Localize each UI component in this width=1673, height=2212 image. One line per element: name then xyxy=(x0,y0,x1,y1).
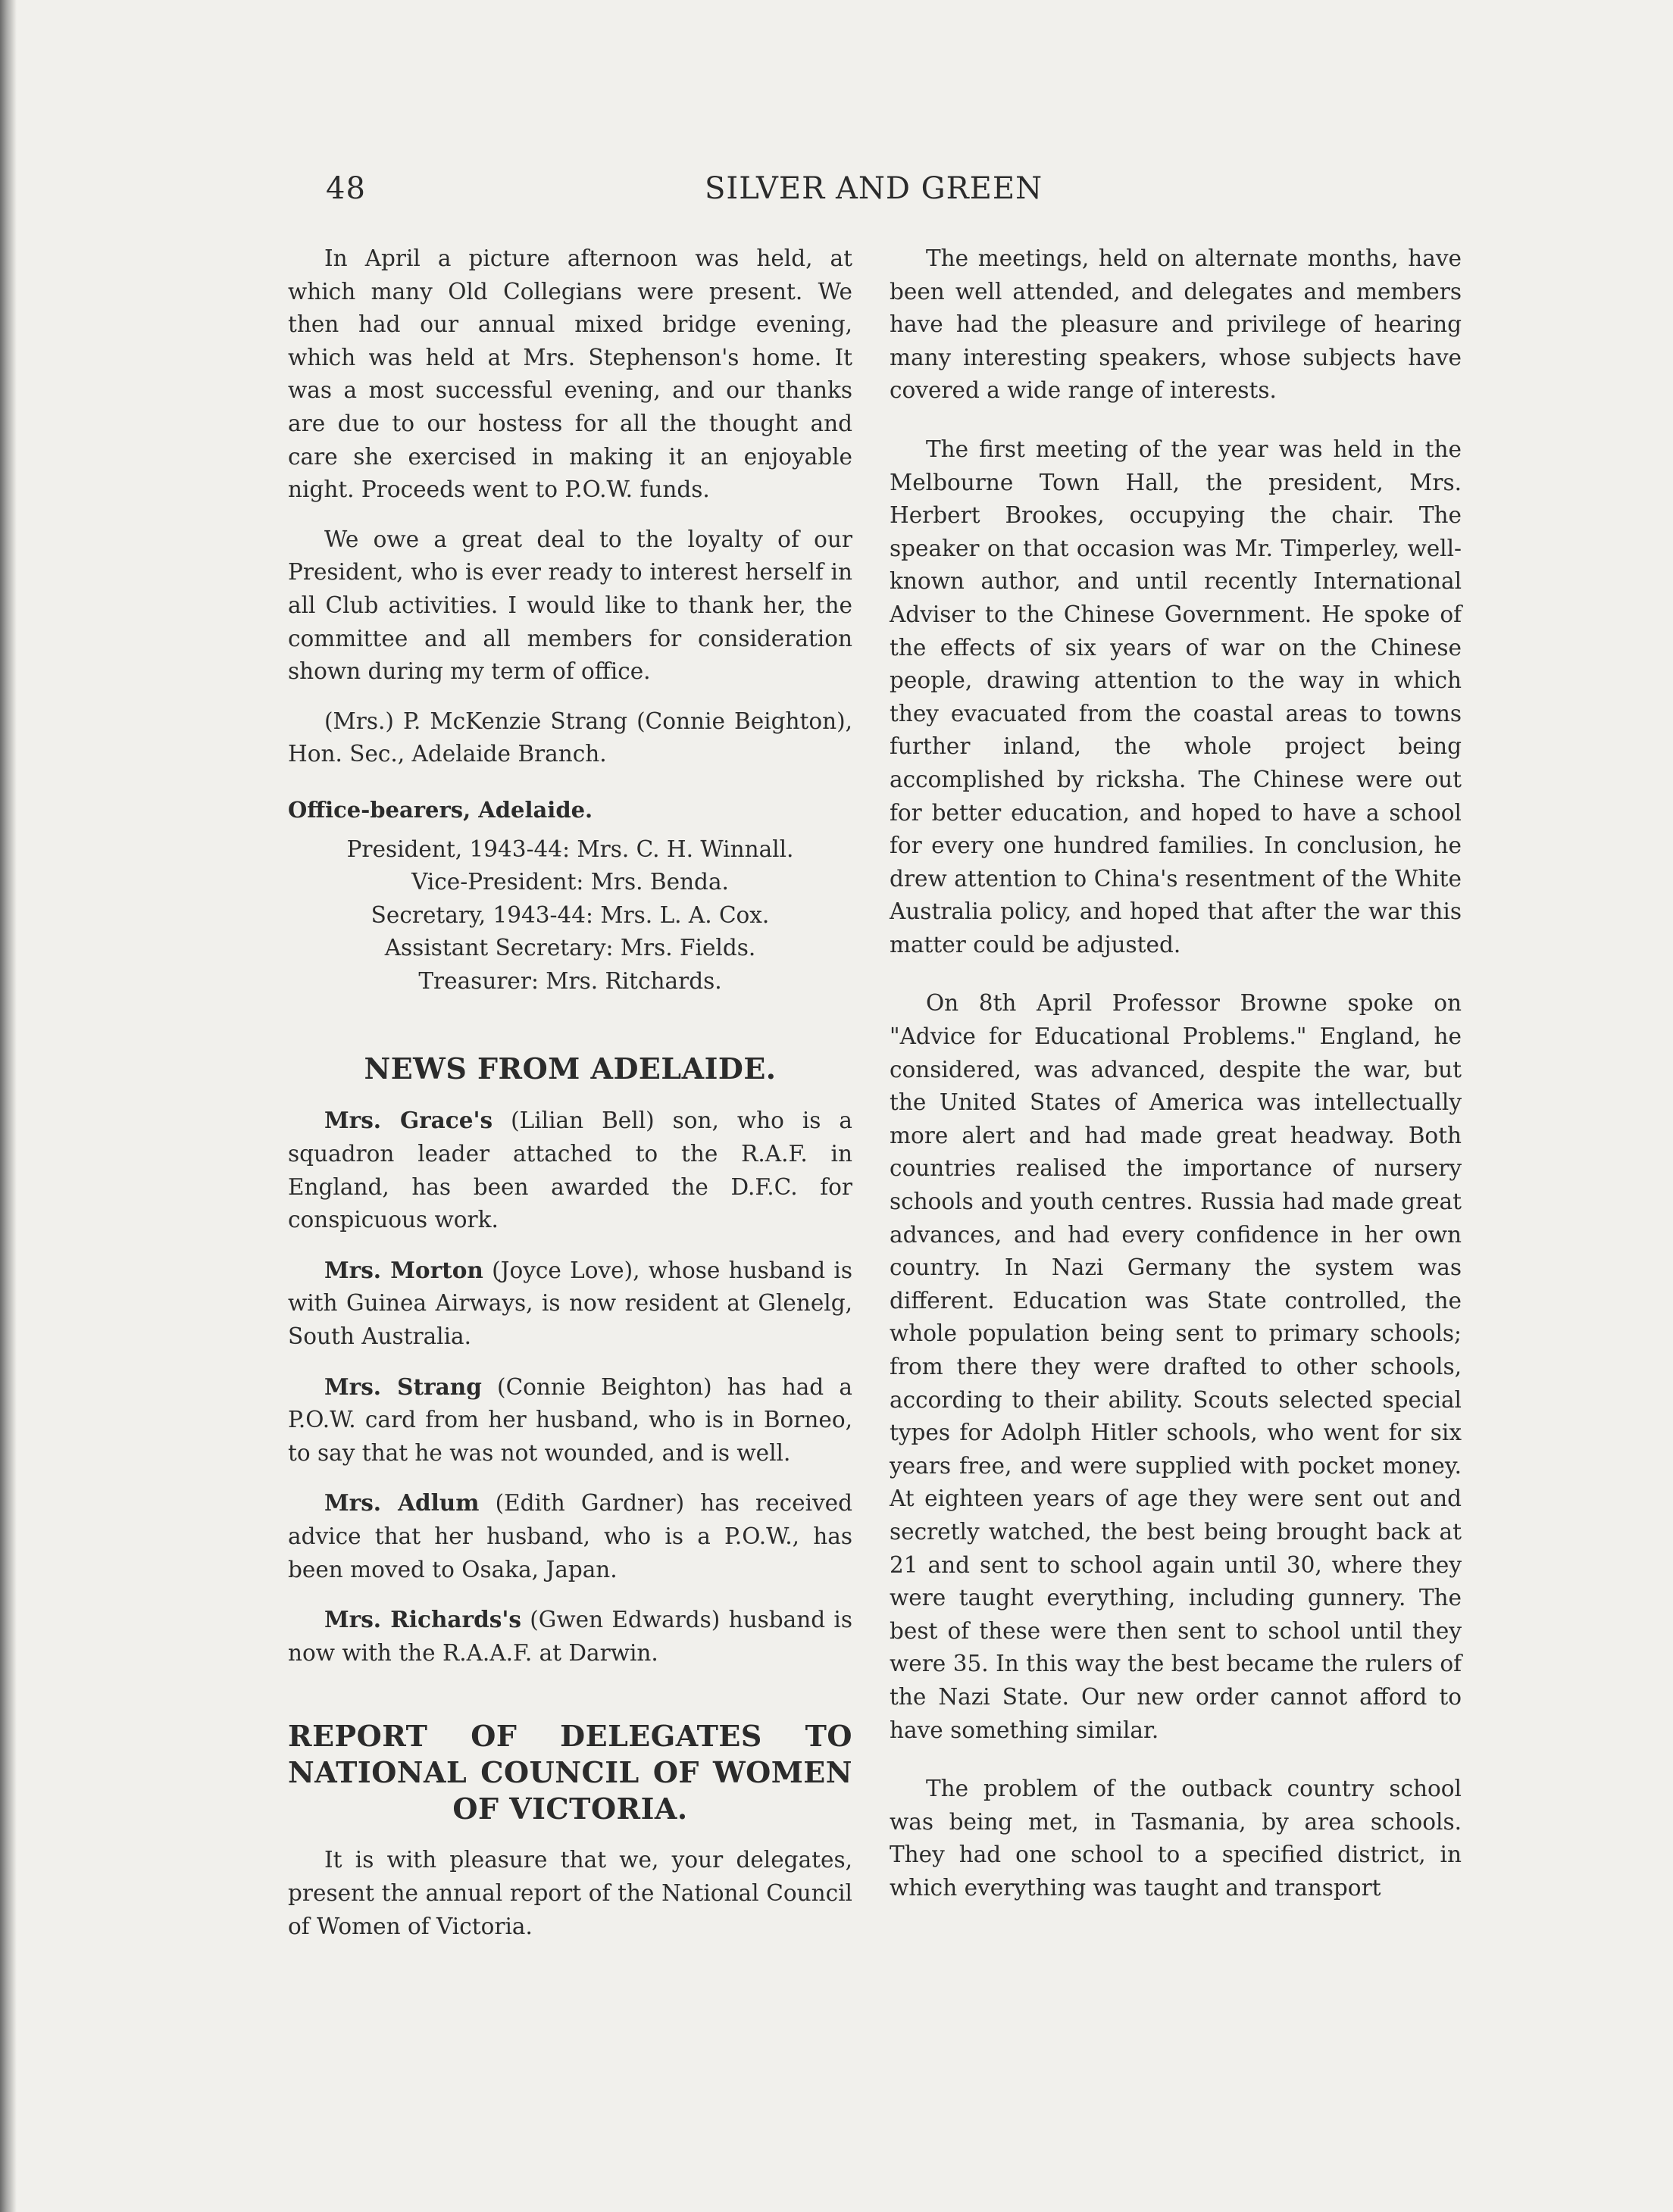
news-item xyxy=(288,1254,852,1354)
right-column xyxy=(890,242,1462,1931)
book-spine-shadow xyxy=(0,0,17,2212)
paragraph: It is with pleasure that we, your delegates, present the annual report of the National Council of Women of Victoria. xyxy=(288,1847,852,1939)
paragraph: On 8th April Professor Browne spoke on "Advice for Educational Problems." England, he considered, was advanced, despite the war, but the United States of America was intellectually more alert and had made great headway. Both countries realised the importance of nursery schools and youth centres. Russia had made great advances, and had every confidence in her own country. In Nazi Germany the system was different. Education was State controlled, the whole population being sent to primary schools; from there they were drafted to other schools, according to their ability. Scouts selected special types for Adolph Hitler schools, who went for six years free, and were supplied with pocket money. At eighteen years of age they were sent out and secretly watched, the best being brought back at 21 and sent to school again until 30, where they were taught everything, including gunnery. The best of these were then sent to school until they were 35. In this way the best became the rulers of the Nazi State. Our new order cannot afford to have something similar. xyxy=(890,990,1462,1743)
news-item-text: (Joyce Love), whose husband is with Guinea Airways, is now resident at Glenelg, South Australia. xyxy=(288,1257,852,1350)
office-bearer-line: Vice-President: Mrs. Benda. xyxy=(411,869,729,895)
running-head-title: SILVER AND GREEN xyxy=(705,171,1043,206)
office-bearer-line: President, 1943-44: Mrs. C. H. Winnall. xyxy=(346,836,794,862)
paragraph: The meetings, held on alternate months, have been well attended, and delegates and members have had the pleasure and privilege of hearing many interesting speakers, whose subjects have covered a wide range of interests. xyxy=(890,245,1462,404)
news-item-name: Mrs. Richards's xyxy=(324,1606,521,1633)
paragraph: The problem of the outback country school was being met, in Tasmania, by area schools. They had one school to a specified district, in which everything was taught and transport xyxy=(890,1776,1462,1901)
page-number: 48 xyxy=(326,171,366,206)
news-item xyxy=(288,1486,852,1586)
left-column xyxy=(288,242,852,1960)
news-item-name: Mrs. Strang xyxy=(324,1373,482,1400)
news-item-text: (Edith Gardner) has received advice that her husband, who is a P.O.W., has been moved to Osaka, Japan. xyxy=(288,1490,853,1582)
paragraph: In April a picture afternoon was held, at which many Old Collegians were present. We then had our annual mixed bridge evening, which was held at Mrs. Stephenson's home. It was a most successful evening, and our thanks are due to our hostess for all the thought and care she exercised in making it an enjoyable night. Proceeds went to P.O.W. funds. xyxy=(288,245,852,503)
news-item-name: Mrs. Adlum xyxy=(324,1489,480,1517)
news-item-name: Mrs. Grace's xyxy=(324,1107,493,1134)
news-item-text: (Connie Beighton) has had a P.O.W. card from her husband, who is in Borneo, to say that he was not wounded, and is well. xyxy=(288,1373,852,1466)
news-item xyxy=(288,1104,852,1236)
section-heading-news: NEWS FROM ADELAIDE. xyxy=(364,1051,777,1086)
office-bearers-title: Office-bearers, Adelaide. xyxy=(288,796,593,823)
paragraph: We owe a great deal to the loyalty of our President, who is ever ready to interest herself in all Club activities. I would like to thank her, the committee and all members for consideration shown during my term of office. xyxy=(288,526,852,685)
news-item xyxy=(288,1370,852,1470)
section-heading-report: REPORT OF DELEGATES TO NATIONAL COUNCIL OF WOMEN OF VICTORIA. xyxy=(288,1719,852,1826)
signature: (Mrs.) P. McKenzie Strang (Connie Beighton), Hon. Sec., Adelaide Branch. xyxy=(288,708,852,767)
news-item-text: (Gwen Edwards) husband is now with the R.A.A.F. at Darwin. xyxy=(288,1607,853,1666)
office-bearer-line: Assistant Secretary: Mrs. Fields. xyxy=(384,935,756,961)
office-bearer-line: Treasurer: Mrs. Ritchards. xyxy=(418,967,722,994)
paragraph: The first meeting of the year was held in the Melbourne Town Hall, the president, Mrs. Herbert Brookes, occupying the chair. The speaker on that occasion was Mr. Timperley, well-known author, and until recently International Adviser to the Chinese Government. He spoke of the effects of six years of war on the Chinese people, drawing attention to the way in which they evacuated from the coastal areas to towns further inland, the whole project being accomplished by ricksha. The Chinese were out for better education, and hoped to have a school for every one hundred families. In conclusion, he drew attention to China's resentment of the White Australia policy, and hoped that after the war this matter could be adjusted. xyxy=(890,436,1462,958)
office-bearer-line: Secretary, 1943-44: Mrs. L. A. Cox. xyxy=(371,901,770,928)
news-item-name: Mrs. Morton xyxy=(324,1256,483,1283)
news-item-text: (Lilian Bell) son, who is a squadron leader attached to the R.A.F. in England, has been awarded the D.F.C. for conspicuous work. xyxy=(288,1108,852,1233)
news-item xyxy=(288,1603,852,1670)
office-bearers-list xyxy=(288,794,852,998)
